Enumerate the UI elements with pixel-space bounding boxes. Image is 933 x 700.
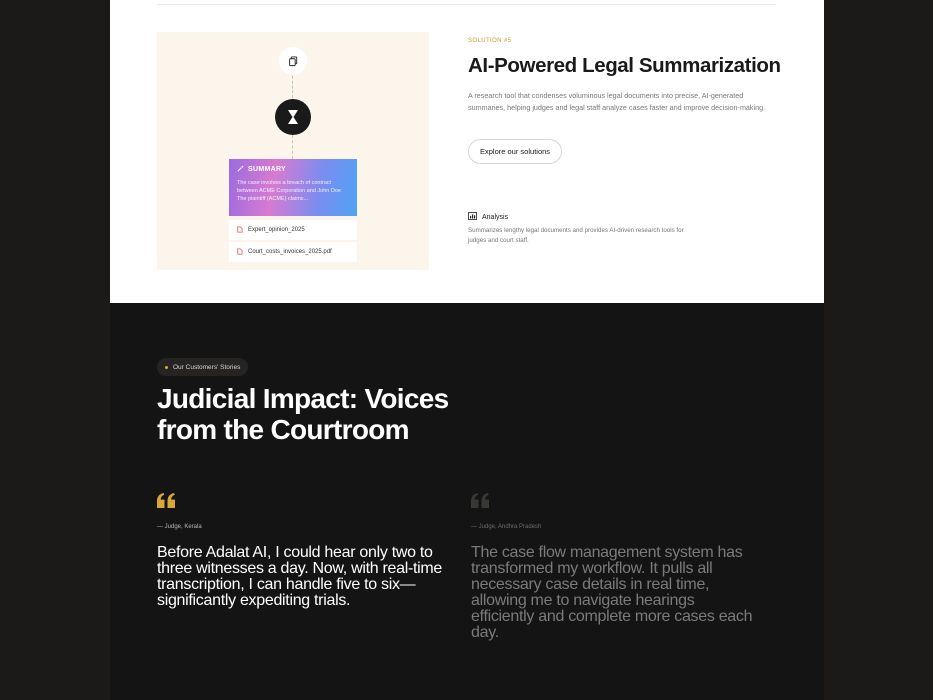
testimonial-card (471, 493, 761, 641)
quote-author: — Judge, Andhra Pradesh (471, 524, 542, 530)
summary-heading: SUMMARY (248, 166, 287, 173)
badge-label: Our Customers' Stories (173, 363, 241, 371)
explore-solutions-button[interactable]: Explore our solutions (468, 139, 562, 164)
documents-icon (279, 47, 307, 75)
section-title: Judicial Impact: Voices from the Courtroom (157, 383, 449, 445)
pdf-file-icon (236, 226, 243, 235)
quote-icon (157, 493, 447, 511)
summary-illustration (157, 32, 429, 270)
solution-description: A research tool that condenses voluminous legal documents into precise, AI-generated summaries, helping judges and legal staff analyze cases faster and improve decision-making. (468, 91, 766, 112)
feature-description: Summarizes lengthy legal documents and provides AI-driven research tools for judges and court staff. (468, 227, 684, 244)
quote-icon (471, 493, 761, 511)
pdf-file-icon (236, 248, 243, 257)
solution-section (110, 0, 824, 303)
summary-text: The case involves a breach of contract between ACME Corporation and John Doe The plaintiff (ACME) claims... (237, 180, 341, 202)
bar-chart-icon (468, 212, 477, 222)
hourglass-icon (275, 99, 311, 135)
quote-text: Before Adalat AI, I could hear only two to three witnesses a day. Now, with real-time transcription, I can handle five to six— significantly expediting trials. (157, 544, 443, 609)
testimonial-card (157, 493, 447, 609)
quote-text: The case flow management system has transformed my workflow. It pulls all necessary case details in real time, allowing me to navigate hearings efficiently and complete more cases each day. (471, 544, 753, 641)
file-item[interactable] (229, 242, 357, 262)
connector-line (292, 135, 293, 159)
connector-line (292, 76, 293, 98)
section-divider (157, 4, 776, 5)
file-item[interactable] (229, 220, 357, 240)
file-name: Court_costs_invoices_2025.pdf (248, 249, 332, 255)
quote-author: — Judge, Kerala (157, 524, 202, 530)
feature-analysis (468, 212, 508, 222)
badge-dot (165, 366, 168, 369)
magic-wand-icon (237, 165, 244, 174)
summary-card (229, 159, 357, 216)
testimonials-section (110, 303, 824, 700)
stories-badge (157, 358, 248, 376)
feature-title: Analysis (482, 213, 509, 221)
right-margin (824, 0, 933, 700)
file-name: Expert_opinion_2025 (248, 227, 305, 233)
left-margin (0, 0, 110, 700)
solution-content (468, 38, 781, 244)
solution-title: AI-Powered Legal Summarization (468, 54, 781, 77)
solution-label: SOLUTION #5 (468, 38, 512, 44)
